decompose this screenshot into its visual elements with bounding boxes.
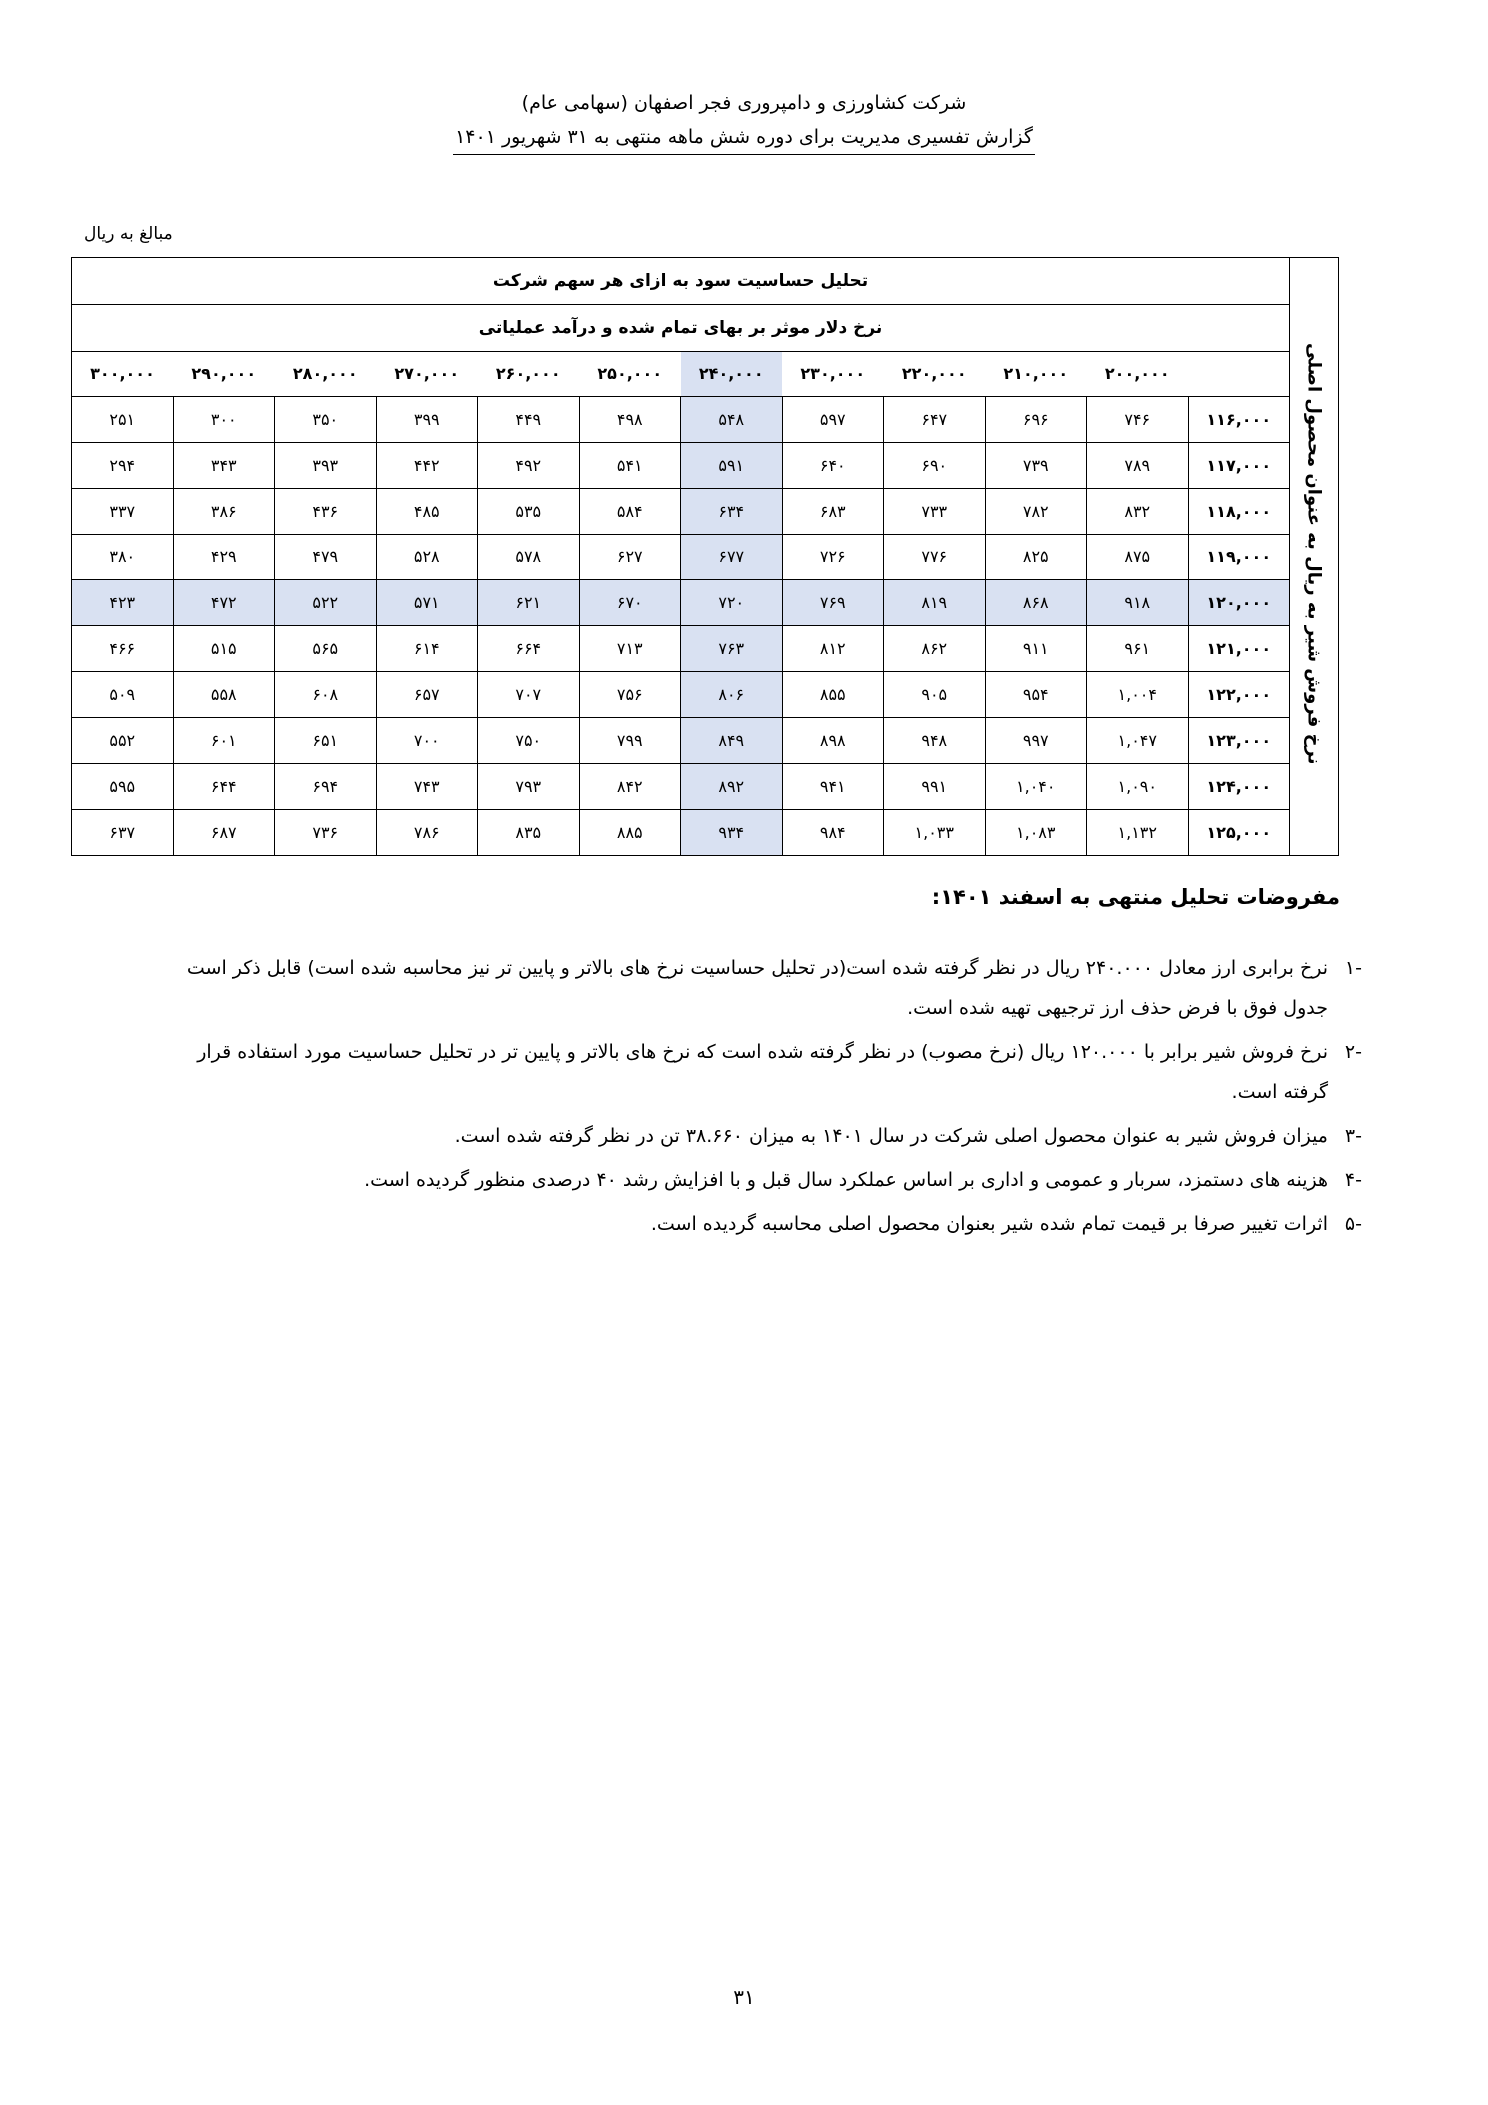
row-label: ۱۲۴,۰۰۰ <box>1188 764 1290 810</box>
column-header: ۲۸۰,۰۰۰ <box>275 351 377 396</box>
page-number: ۳۱ <box>733 1985 755 2009</box>
assumption-text: نرخ برابری ارز معادل ۲۴۰.۰۰۰ ریال در نظر گرفته شده است(در تحلیل حساسیت نرخ های بالاتر و پایین تر نیز محاسبه شده است) قابل ذکر است جدول فوق با فرض حذف ارز ترجیهی تهیه شده است. <box>186 957 1328 1019</box>
table-cell: ۵۴۸ <box>681 396 783 442</box>
assumption-text: میزان فروش شیر به عنوان محصول اصلی شرکت در سال ۱۴۰۱ به میزان ۳۸.۶۶۰ تن در نظر گرفته شده است. <box>454 1125 1328 1147</box>
assumption-number: -۱ <box>1344 957 1362 979</box>
table-cell: ۴۲۳ <box>72 580 174 626</box>
table-cell: ۶۹۰ <box>884 442 986 488</box>
table-cell: ۶۱۴ <box>376 626 478 672</box>
row-label: ۱۲۳,۰۰۰ <box>1188 718 1290 764</box>
table-cell: ۷۶۹ <box>782 580 884 626</box>
column-header: ۲۱۰,۰۰۰ <box>985 351 1087 396</box>
table-cell: ۷۷۶ <box>884 534 986 580</box>
table-cell: ۶۳۴ <box>681 488 783 534</box>
table-cell: ۷۸۹ <box>1087 442 1189 488</box>
table-cell: ۹۳۴ <box>681 809 783 855</box>
table-cell: ۸۰۶ <box>681 672 783 718</box>
assumption-item <box>148 1204 1362 1244</box>
table-cell: ۶۸۳ <box>782 488 884 534</box>
table-cell: ۳۳۷ <box>72 488 174 534</box>
table-cell: ۴۳۶ <box>275 488 377 534</box>
table-cell: ۴۴۲ <box>376 442 478 488</box>
table-cell: ۶۶۴ <box>478 626 580 672</box>
column-header: ۲۰۰,۰۰۰ <box>1087 351 1189 396</box>
table-cell: ۵۵۲ <box>72 718 174 764</box>
table-cell: ۵۹۷ <box>782 396 884 442</box>
assumption-item <box>148 948 1362 1028</box>
table-cell: ۶۳۷ <box>72 809 174 855</box>
table-cell: ۷۹۳ <box>478 764 580 810</box>
table-cell: ۳۸۶ <box>173 488 275 534</box>
table-cell: ۹۸۴ <box>782 809 884 855</box>
assumption-text: نرخ فروش شیر برابر با ۱۲۰.۰۰۰ ریال (نرخ مصوب) در نظر گرفته شده است که نرخ های بالاتر و پایین تر در تحلیل حساسیت مورد استفاده قرار گرفته است. <box>197 1041 1328 1103</box>
table-cell: ۱,۰۰۴ <box>1087 672 1189 718</box>
table-cell: ۱,۰۴۷ <box>1087 718 1189 764</box>
column-header: ۲۷۰,۰۰۰ <box>376 351 478 396</box>
table-cell: ۸۹۸ <box>782 718 884 764</box>
corner-cell <box>1188 351 1290 396</box>
table-cell: ۷۳۶ <box>275 809 377 855</box>
table-cell: ۳۹۳ <box>275 442 377 488</box>
column-header: ۲۵۰,۰۰۰ <box>579 351 681 396</box>
table-cell: ۶۲۷ <box>579 534 681 580</box>
table-cell: ۹۱۱ <box>985 626 1087 672</box>
row-label: ۱۲۱,۰۰۰ <box>1188 626 1290 672</box>
table-cell: ۶۴۰ <box>782 442 884 488</box>
table-cell: ۶۵۷ <box>376 672 478 718</box>
table-cell: ۵۲۲ <box>275 580 377 626</box>
table-cell: ۹۵۴ <box>985 672 1087 718</box>
table-subtitle: نرخ دلار موثر بر بهای تمام شده و درآمد عملیاتی <box>72 304 1290 351</box>
table-cell: ۱,۰۳۳ <box>884 809 986 855</box>
table-row <box>72 442 1339 488</box>
table-cell: ۵۰۹ <box>72 672 174 718</box>
table-cell: ۷۴۳ <box>376 764 478 810</box>
table-row <box>72 396 1339 442</box>
table-cell: ۷۲۰ <box>681 580 783 626</box>
row-label: ۱۲۲,۰۰۰ <box>1188 672 1290 718</box>
assumption-number: -۲ <box>1344 1041 1362 1063</box>
table-cell: ۱,۰۸۳ <box>985 809 1087 855</box>
column-header: ۲۴۰,۰۰۰ <box>681 351 783 396</box>
table-cell: ۶۲۱ <box>478 580 580 626</box>
table-cell: ۹۴۱ <box>782 764 884 810</box>
table-cell: ۲۹۴ <box>72 442 174 488</box>
company-name: شرکت کشاورزی و دامپروری فجر اصفهان (سهامی عام) <box>521 92 967 114</box>
row-label: ۱۱۹,۰۰۰ <box>1188 534 1290 580</box>
table-cell: ۸۳۵ <box>478 809 580 855</box>
table-cell: ۳۵۰ <box>275 396 377 442</box>
table-cell: ۷۶۳ <box>681 626 783 672</box>
table-cell: ۳۸۰ <box>72 534 174 580</box>
assumption-number: -۵ <box>1344 1213 1362 1235</box>
document-header <box>0 88 1488 155</box>
table-cell: ۳۴۳ <box>173 442 275 488</box>
table-cell: ۸۵۵ <box>782 672 884 718</box>
table-cell: ۷۲۶ <box>782 534 884 580</box>
table-cell: ۷۳۹ <box>985 442 1087 488</box>
table-cell: ۶۴۴ <box>173 764 275 810</box>
table-cell: ۸۱۹ <box>884 580 986 626</box>
table-cell: ۶۷۷ <box>681 534 783 580</box>
table-cell: ۶۹۴ <box>275 764 377 810</box>
table-cell: ۶۹۶ <box>985 396 1087 442</box>
units-note: مبالغ به ریال <box>84 224 173 244</box>
table-row <box>72 764 1339 810</box>
column-header: ۳۰۰,۰۰۰ <box>72 351 174 396</box>
table-cell: ۱,۰۴۰ <box>985 764 1087 810</box>
table-cell: ۹۹۱ <box>884 764 986 810</box>
table-cell: ۶۴۷ <box>884 396 986 442</box>
table-cell: ۷۵۰ <box>478 718 580 764</box>
table-cell: ۳۰۰ <box>173 396 275 442</box>
table-cell: ۴۷۹ <box>275 534 377 580</box>
column-header: ۲۲۰,۰۰۰ <box>884 351 986 396</box>
table-cell: ۹۱۸ <box>1087 580 1189 626</box>
table-row <box>72 718 1339 764</box>
table-cell: ۸۱۲ <box>782 626 884 672</box>
table-cell: ۹۴۸ <box>884 718 986 764</box>
row-label: ۱۱۶,۰۰۰ <box>1188 396 1290 442</box>
table-cell: ۸۸۵ <box>579 809 681 855</box>
table-cell: ۸۶۸ <box>985 580 1087 626</box>
assumption-text: اثرات تغییر صرفا بر قیمت تمام شده شیر بعنوان محصول اصلی محاسبه گردیده است. <box>650 1213 1328 1235</box>
table-cell: ۵۸۴ <box>579 488 681 534</box>
table-cell: ۵۲۸ <box>376 534 478 580</box>
table-cell: ۷۵۶ <box>579 672 681 718</box>
table-row <box>72 488 1339 534</box>
table-title: تحلیل حساسیت سود به ازای هر سهم شرکت <box>72 258 1290 305</box>
assumption-number: -۳ <box>1344 1125 1362 1147</box>
table-cell: ۹۰۵ <box>884 672 986 718</box>
table-cell: ۷۱۳ <box>579 626 681 672</box>
column-header: ۲۶۰,۰۰۰ <box>478 351 580 396</box>
report-title: گزارش تفسیری مدیریت برای دوره شش ماهه منتهی به ۳۱ شهریور ۱۴۰۱ <box>453 122 1035 155</box>
table-cell: ۷۰۷ <box>478 672 580 718</box>
assumption-text: هزینه های دستمزد، سربار و عمومی و اداری بر اساس عملکرد سال قبل و با افزایش رشد ۴۰ درصدی منظور گردیده است. <box>364 1169 1328 1191</box>
table-cell: ۸۹۲ <box>681 764 783 810</box>
table-cell: ۶۷۰ <box>579 580 681 626</box>
table-cell: ۴۴۹ <box>478 396 580 442</box>
table-row <box>72 672 1339 718</box>
table-cell: ۳۹۹ <box>376 396 478 442</box>
assumption-item <box>148 1032 1362 1112</box>
table-cell: ۷۰۰ <box>376 718 478 764</box>
table-cell: ۴۹۸ <box>579 396 681 442</box>
table-cell: ۸۳۲ <box>1087 488 1189 534</box>
column-header: ۲۹۰,۰۰۰ <box>173 351 275 396</box>
table-cell: ۶۵۱ <box>275 718 377 764</box>
table-cell: ۸۴۲ <box>579 764 681 810</box>
table-cell: ۹۹۷ <box>985 718 1087 764</box>
row-label: ۱۲۵,۰۰۰ <box>1188 809 1290 855</box>
table-cell: ۸۶۲ <box>884 626 986 672</box>
assumptions-title: مفروضات تحلیل منتهی به اسفند ۱۴۰۱: <box>931 885 1340 909</box>
table-cell: ۴۷۲ <box>173 580 275 626</box>
table-cell: ۵۴۱ <box>579 442 681 488</box>
table-cell: ۵۳۵ <box>478 488 580 534</box>
table-cell: ۶۸۷ <box>173 809 275 855</box>
table-cell: ۷۹۹ <box>579 718 681 764</box>
row-label: ۱۱۸,۰۰۰ <box>1188 488 1290 534</box>
table-cell: ۱,۰۹۰ <box>1087 764 1189 810</box>
table-cell: ۱,۱۳۲ <box>1087 809 1189 855</box>
sensitivity-table <box>71 257 1339 856</box>
table-cell: ۷۳۳ <box>884 488 986 534</box>
table-cell: ۷۸۲ <box>985 488 1087 534</box>
table-cell: ۵۹۱ <box>681 442 783 488</box>
table-cell: ۴۶۶ <box>72 626 174 672</box>
table-cell: ۵۹۵ <box>72 764 174 810</box>
table-cell: ۷۴۶ <box>1087 396 1189 442</box>
assumption-number: -۴ <box>1344 1169 1362 1191</box>
table-cell: ۲۵۱ <box>72 396 174 442</box>
table-cell: ۷۸۶ <box>376 809 478 855</box>
row-label: ۱۱۷,۰۰۰ <box>1188 442 1290 488</box>
table-cell: ۸۲۵ <box>985 534 1087 580</box>
row-label: ۱۲۰,۰۰۰ <box>1188 580 1290 626</box>
table-cell: ۵۱۵ <box>173 626 275 672</box>
assumption-item <box>148 1160 1362 1200</box>
table-cell: ۴۹۲ <box>478 442 580 488</box>
table-row <box>72 626 1339 672</box>
table-cell: ۹۶۱ <box>1087 626 1189 672</box>
table-cell: ۵۷۸ <box>478 534 580 580</box>
table-cell: ۸۷۵ <box>1087 534 1189 580</box>
assumptions-list <box>148 948 1362 1248</box>
table-cell: ۵۵۸ <box>173 672 275 718</box>
table-cell: ۴۲۹ <box>173 534 275 580</box>
table-cell: ۶۰۱ <box>173 718 275 764</box>
table-cell: ۶۰۸ <box>275 672 377 718</box>
table-row <box>72 580 1339 626</box>
table-row <box>72 534 1339 580</box>
assumption-item <box>148 1116 1362 1156</box>
side-label: نرخ فروش شیر به ریال به عنوان محصول اصلی <box>1303 343 1325 765</box>
table-cell: ۵۶۵ <box>275 626 377 672</box>
table-cell: ۸۴۹ <box>681 718 783 764</box>
side-label-cell <box>1290 258 1339 856</box>
column-header: ۲۳۰,۰۰۰ <box>782 351 884 396</box>
table-cell: ۴۸۵ <box>376 488 478 534</box>
table-row <box>72 809 1339 855</box>
table-cell: ۵۷۱ <box>376 580 478 626</box>
